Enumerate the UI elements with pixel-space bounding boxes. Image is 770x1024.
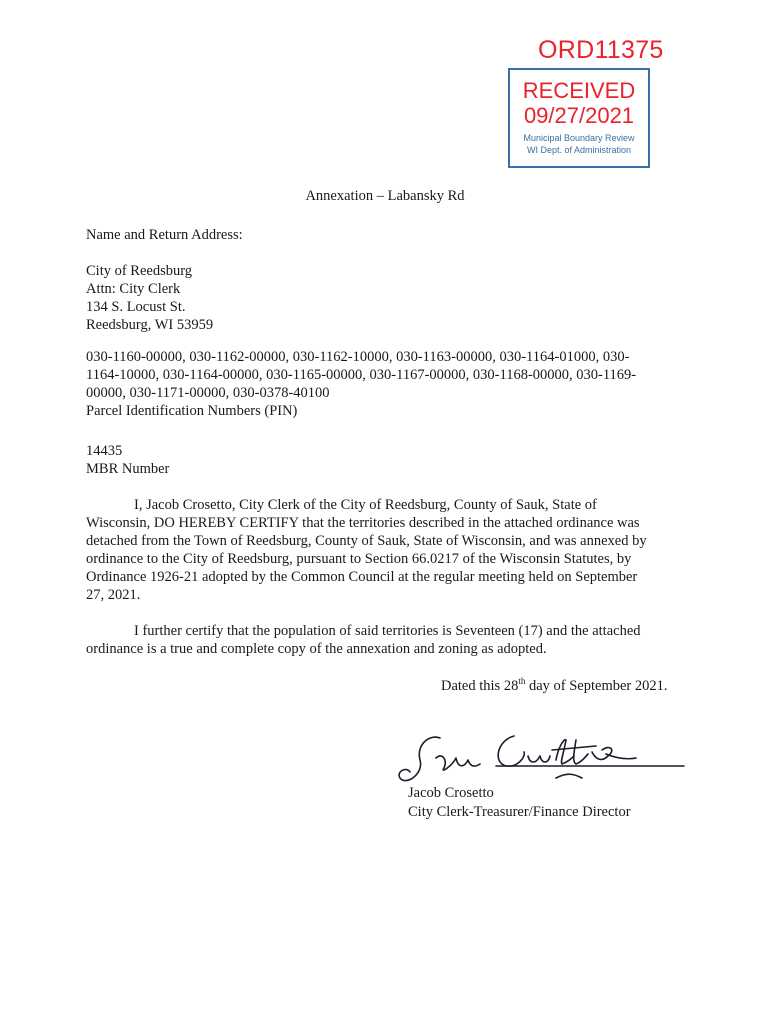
stamp-agency-line1: Municipal Boundary Review bbox=[523, 133, 635, 143]
signer-title: City Clerk-Treasurer/Finance Director bbox=[408, 804, 631, 820]
dated-prefix: Dated this 28 bbox=[441, 678, 519, 694]
signature-block bbox=[408, 784, 631, 822]
pin-label: Parcel Identification Numbers (PIN) bbox=[86, 403, 298, 419]
name-return-label-text: Name and Return Address: bbox=[86, 227, 243, 243]
stamp-date: 09/27/2021 bbox=[523, 103, 635, 128]
certify-line: ordinance to the City of Reedsburg, pursuant to Section 66.0217 of the Wisconsin Statutes, by bbox=[86, 551, 632, 567]
stamp-agency-line2: WI Dept. of Administration bbox=[526, 145, 632, 155]
population-paragraph bbox=[86, 622, 686, 658]
address-line: 134 S. Locust St. bbox=[86, 299, 186, 315]
population-line: I further certify that the population of said territories is Seventeen (17) and the attached bbox=[134, 623, 641, 639]
certification-paragraph bbox=[86, 496, 686, 604]
dated-line bbox=[441, 676, 668, 695]
pin-line: 00000, 030-1171-00000, 030-0378-40100 bbox=[86, 385, 330, 401]
address-line: Attn: City Clerk bbox=[86, 281, 181, 297]
population-line: ordinance is a true and complete copy of the annexation and zoning as adopted. bbox=[86, 641, 547, 657]
certify-line: detached from the Town of Reedsburg, County of Sauk, State of Wisconsin, and was annexed by bbox=[86, 533, 647, 549]
mbr-label: MBR Number bbox=[86, 461, 170, 477]
dated-ordinal: th bbox=[518, 676, 526, 686]
certify-line: Ordinance 1926-21 adopted by the Common Council at the regular meeting held on September bbox=[86, 569, 638, 585]
certify-line: 27, 2021. bbox=[86, 587, 141, 603]
ordinance-number: ORD11375 bbox=[538, 36, 664, 64]
stamp-received-label: RECEIVED bbox=[522, 78, 636, 103]
address-line: City of Reedsburg bbox=[86, 263, 193, 279]
certify-line: I, Jacob Crosetto, City Clerk of the City of Reedsburg, County of Sauk, State of bbox=[134, 497, 597, 513]
pin-line: 030-1160-00000, 030-1162-00000, 030-1162-10000, 030-1163-00000, 030-1164-01000, 030- bbox=[86, 349, 630, 365]
mbr-block bbox=[86, 442, 169, 478]
certify-line: Wisconsin, DO HEREBY CERTIFY that the territories described in the attached ordinance was bbox=[86, 515, 640, 531]
document-title: Annexation – Labansky Rd bbox=[305, 188, 465, 204]
received-stamp bbox=[508, 68, 650, 168]
mbr-number: 14435 bbox=[86, 443, 123, 459]
name-return-label bbox=[86, 226, 243, 244]
return-address bbox=[86, 262, 213, 334]
dated-suffix: day of September 2021. bbox=[525, 678, 668, 694]
signer-name: Jacob Crosetto bbox=[408, 785, 494, 801]
pin-line: 1164-10000, 030-1164-00000, 030-1165-00000, 030-1167-00000, 030-1168-00000, 030-1169- bbox=[86, 367, 637, 383]
address-line: Reedsburg, WI 53959 bbox=[86, 317, 214, 333]
parcel-id-list bbox=[86, 348, 636, 420]
